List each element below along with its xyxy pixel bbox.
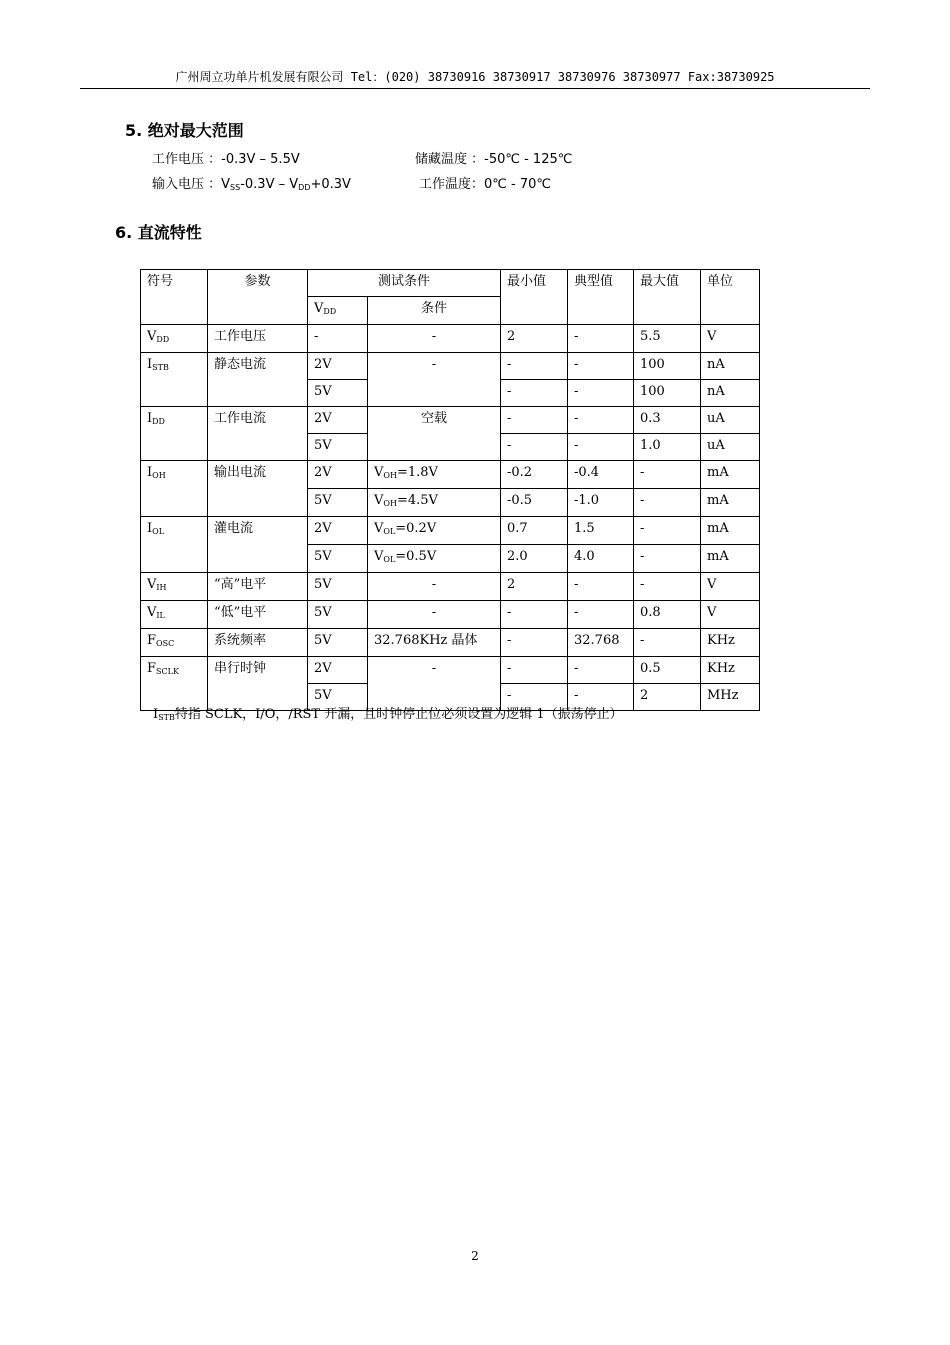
cell-symbol: $V_{DD}$ xyxy=(141,325,208,353)
table-row xyxy=(141,573,760,601)
cell-cond: - xyxy=(368,353,501,407)
cell-typ: 32.768 xyxy=(568,629,634,657)
cell-max: 100 xyxy=(634,353,701,380)
table-footnote: $I_{STB}$特指 SCLK，I/O，/RST 开漏，且时钟停止位必须设置为逻辑 1（振荡停止） xyxy=(153,707,623,722)
table-row xyxy=(141,407,760,434)
cell-unit: KHz xyxy=(701,657,760,684)
cell-cond: - xyxy=(368,657,501,711)
op-temp-line xyxy=(419,173,551,192)
cell-typ: -1.0 xyxy=(568,489,634,517)
page-number: 2 xyxy=(471,1249,479,1263)
cell-vdd: 5V xyxy=(308,380,368,407)
dc-characteristics-table xyxy=(140,269,760,711)
cell-min: 2 xyxy=(501,573,568,601)
cell-unit: uA xyxy=(701,407,760,434)
cell-max: 0.3 xyxy=(634,407,701,434)
cell-min: - xyxy=(501,629,568,657)
cell-min: - xyxy=(501,657,568,684)
cell-cond: 空载 xyxy=(368,407,501,461)
storage-temp-label: 储藏温度 ： xyxy=(415,152,485,167)
op-temp-value: 0℃ - 70℃ xyxy=(484,177,551,192)
cell-param: 输出电流 xyxy=(208,461,308,517)
cell-vdd: 5V xyxy=(308,601,368,629)
cell-symbol: $I_{STB}$ xyxy=(141,353,208,407)
cell-param: 灌电流 xyxy=(208,517,308,573)
cell-typ: 1.5 xyxy=(568,517,634,545)
op-voltage-line xyxy=(152,148,300,167)
table-row xyxy=(141,629,760,657)
cell-max: - xyxy=(634,489,701,517)
header-unit: 单位 xyxy=(701,270,760,325)
cell-unit: V xyxy=(701,325,760,353)
cell-vdd: 5V xyxy=(308,573,368,601)
cell-min: - xyxy=(501,601,568,629)
cell-min: - xyxy=(501,407,568,434)
cell-symbol: $I_{OL}$ xyxy=(141,517,208,573)
cell-unit: V xyxy=(701,601,760,629)
cell-max: - xyxy=(634,629,701,657)
cell-vdd: 2V xyxy=(308,407,368,434)
cell-cond: $V_{OL}=0.2V$ xyxy=(368,517,501,545)
header-cond: 条件 xyxy=(368,297,501,325)
cell-typ: - xyxy=(568,353,634,380)
section6-title: 6. 直流特性 xyxy=(115,223,202,242)
cell-unit: nA xyxy=(701,380,760,407)
cell-max: 5.5 xyxy=(634,325,701,353)
cell-symbol: $I_{OH}$ xyxy=(141,461,208,517)
cell-vdd: 5V xyxy=(308,684,368,711)
cell-typ: - xyxy=(568,573,634,601)
cell-max: 0.5 xyxy=(634,657,701,684)
table-row xyxy=(141,353,760,380)
cell-symbol: $V_{IH}$ xyxy=(141,573,208,601)
cell-typ: - xyxy=(568,325,634,353)
storage-temp-line xyxy=(415,148,572,167)
op-voltage-value: -0.3V – 5.5V xyxy=(221,152,300,167)
cell-typ: 4.0 xyxy=(568,545,634,573)
cell-vdd: 2V xyxy=(308,461,368,489)
cell-vdd: 2V xyxy=(308,657,368,684)
table-row xyxy=(141,325,760,353)
cell-typ: - xyxy=(568,407,634,434)
op-temp-label: 工作温度： xyxy=(419,177,485,192)
cell-vdd: 5V xyxy=(308,434,368,461)
header-test-cond: 测试条件 xyxy=(308,270,501,297)
input-voltage-value: $V_{SS}-0.3V - V_{DD}+0.3V$ xyxy=(221,177,351,192)
cell-min: - xyxy=(501,380,568,407)
table-row xyxy=(141,657,760,684)
cell-max: - xyxy=(634,461,701,489)
cell-unit: V xyxy=(701,573,760,601)
cell-min: -0.5 xyxy=(501,489,568,517)
cell-cond: $V_{OL}=0.5V$ xyxy=(368,545,501,573)
cell-symbol: $F_{OSC}$ xyxy=(141,629,208,657)
cell-unit: mA xyxy=(701,517,760,545)
cell-unit: mA xyxy=(701,545,760,573)
cell-cond: $V_{OH}=4.5V$ xyxy=(368,489,501,517)
cell-typ: - xyxy=(568,657,634,684)
op-voltage-label: 工作电压 ： xyxy=(152,152,222,167)
cell-max: 100 xyxy=(634,380,701,407)
cell-min: -0.2 xyxy=(501,461,568,489)
cell-vdd: - xyxy=(308,325,368,353)
section5-title: 5. 绝对最大范围 xyxy=(125,121,244,140)
table-header-row xyxy=(141,270,760,297)
header-symbol: 符号 xyxy=(141,270,208,325)
cell-typ: - xyxy=(568,380,634,407)
cell-max: - xyxy=(634,517,701,545)
cell-cond: 32.768KHz 晶体 xyxy=(368,629,501,657)
cell-max: - xyxy=(634,545,701,573)
cell-unit: MHz xyxy=(701,684,760,711)
cell-param: “高”电平 xyxy=(208,573,308,601)
cell-param: 工作电流 xyxy=(208,407,308,461)
cell-typ: - xyxy=(568,434,634,461)
cell-param: “低”电平 xyxy=(208,601,308,629)
cell-vdd: 5V xyxy=(308,489,368,517)
storage-temp-value: -50℃ - 125℃ xyxy=(484,152,573,167)
cell-unit: uA xyxy=(701,434,760,461)
cell-unit: nA xyxy=(701,353,760,380)
cell-max: - xyxy=(634,573,701,601)
cell-max: 0.8 xyxy=(634,601,701,629)
cell-symbol: $V_{IL}$ xyxy=(141,601,208,629)
cell-vdd: 2V xyxy=(308,353,368,380)
cell-symbol: $F_{SCLK}$ xyxy=(141,657,208,711)
cell-min: - xyxy=(501,684,568,711)
table-row xyxy=(141,461,760,489)
table-row xyxy=(141,517,760,545)
cell-typ: - xyxy=(568,601,634,629)
cell-param: 串行时钟 xyxy=(208,657,308,711)
cell-min: - xyxy=(501,434,568,461)
cell-vdd: 5V xyxy=(308,545,368,573)
header-min: 最小值 xyxy=(501,270,568,325)
cell-param: 工作电压 xyxy=(208,325,308,353)
cell-param: 静态电流 xyxy=(208,353,308,407)
cell-vdd: 5V xyxy=(308,629,368,657)
cell-max: 2 xyxy=(634,684,701,711)
table-row xyxy=(141,601,760,629)
cell-vdd: 2V xyxy=(308,517,368,545)
header-max: 最大值 xyxy=(634,270,701,325)
cell-cond: - xyxy=(368,573,501,601)
cell-typ: - xyxy=(568,684,634,711)
cell-typ: -0.4 xyxy=(568,461,634,489)
cell-min: 0.7 xyxy=(501,517,568,545)
cell-symbol: $I_{DD}$ xyxy=(141,407,208,461)
cell-unit: KHz xyxy=(701,629,760,657)
cell-max: 1.0 xyxy=(634,434,701,461)
input-voltage-label: 输入电压 ： xyxy=(152,177,222,192)
cell-unit: mA xyxy=(701,461,760,489)
page-header: 广州周立功单片机发展有限公司 Tel：(020) 38730916 38730917 38730976 38730977 Fax:38730925 xyxy=(80,68,870,89)
cell-min: 2 xyxy=(501,325,568,353)
cell-min: 2.0 xyxy=(501,545,568,573)
cell-cond: - xyxy=(368,601,501,629)
cell-cond: $V_{OH}=1.8V$ xyxy=(368,461,501,489)
header-vdd: $V_{DD}$ xyxy=(308,297,368,325)
input-voltage-line xyxy=(152,173,351,192)
header-typ: 典型值 xyxy=(568,270,634,325)
header-param: 参数 xyxy=(208,270,308,325)
cell-unit: mA xyxy=(701,489,760,517)
cell-param: 系统频率 xyxy=(208,629,308,657)
cell-min: - xyxy=(501,353,568,380)
cell-cond: - xyxy=(368,325,501,353)
